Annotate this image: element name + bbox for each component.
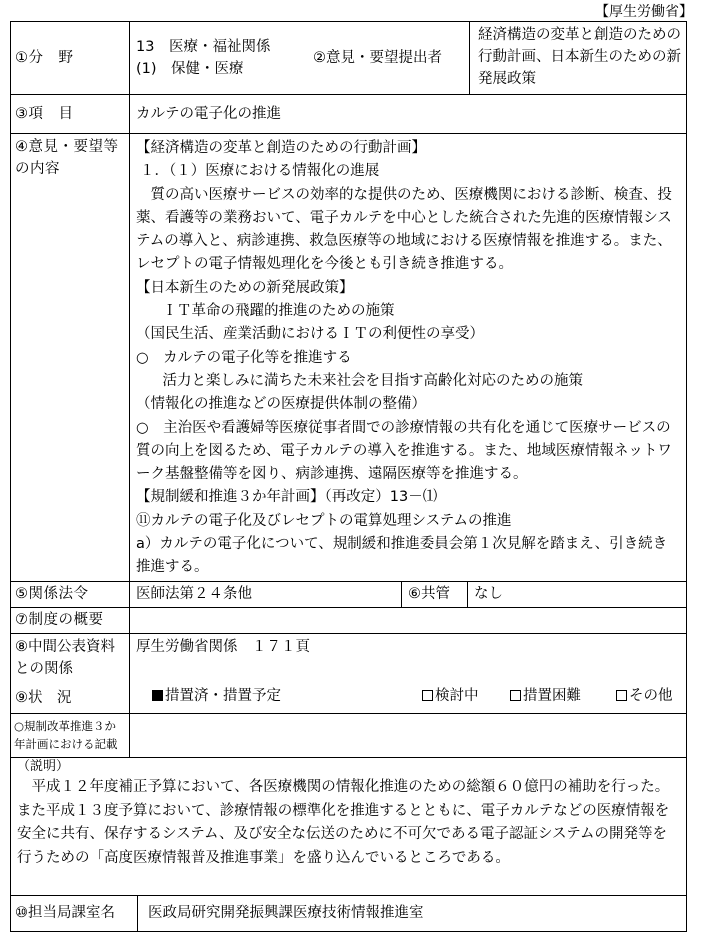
opinion-label: ④意見・要望等の内容	[15, 139, 119, 177]
row-law	[11, 581, 686, 607]
submitter-value: 経済構造の変革と創造のための行動計画、日本新生のための新発展政策	[469, 22, 686, 94]
opinion-line: 【規制緩和推進３か年計画】（再改定）13－⑴	[136, 489, 438, 506]
explanation-text: 平成１２年度補正予算において、各医療機関の情報化推進のための総額６０億円の補助を行った。また平成１３度予算において、診療情報の標準化を推進するとともに、電子カルテなどの医療情報を安全に共有、保存するシステム、及び安全な伝送のために不可欠である電子認証システムの開発等を行うための「高度医療情報普及推進事業」を盛り込んでいるところである。	[17, 779, 670, 866]
opinion-content	[129, 134, 686, 581]
field-value	[129, 22, 299, 94]
opinion-line: a）カルテの電子化について、規制緩和推進委員会第１次見解を踏まえ、引き続き推進する。	[136, 536, 668, 576]
law-label: ⑤関係法令	[15, 586, 89, 602]
status-option-difficult[interactable]	[510, 685, 581, 707]
opinion-line: ○ カルテの電子化等を推進する	[136, 349, 352, 366]
status-option-other[interactable]	[616, 685, 673, 707]
checkbox-icon	[510, 690, 521, 701]
row-deregulation-plan	[11, 713, 686, 757]
row-department	[11, 895, 686, 931]
row-field	[11, 22, 686, 94]
item-value: カルテの電子化の推進	[129, 95, 686, 133]
row-explanation	[11, 757, 686, 895]
co-jurisdiction-label: ⑥共管	[401, 582, 467, 607]
row-interim-status	[11, 633, 686, 713]
interim-label: ⑧中間公表資料との関係	[15, 639, 115, 677]
department-value: 医政局研究開発振興課医療技術情報推進室	[137, 896, 686, 931]
explanation-block	[11, 758, 686, 895]
opinion-line: 質の高い医療サービスの効率的な提供のため、医療機関における診断、検査、投薬、看護等の業務おいて、電子カルテを中心とした統合された先進的医療情報システムの導入と、病診連携、救急医療等の地域における医療情報を推進する。また、レセプトの電子情報処理化を今後とも引き続き推進する。	[136, 186, 672, 273]
status-option-label: 措置困難	[523, 688, 581, 704]
checkbox-icon	[152, 690, 163, 701]
opinion-line: （国民生活、産業活動におけるＩＴの利便性の享受）	[136, 326, 484, 343]
status-option-done[interactable]	[152, 685, 281, 707]
opinion-line: 【日本新生のための新発展政策】	[136, 279, 354, 296]
status-option-review[interactable]	[422, 685, 479, 707]
explanation-heading: （説明）	[17, 759, 70, 774]
opinion-line: １．（１）医療における情報化の進展	[140, 163, 380, 180]
opinion-line: （情報化の推進などの医療提供体制の整備）	[136, 396, 426, 413]
checkbox-icon	[422, 690, 433, 701]
field-value-line1: 13 医療・福祉関係	[136, 39, 271, 55]
co-jurisdiction-value: なし	[467, 582, 686, 607]
law-value: 医師法第２４条他	[129, 582, 401, 607]
deregulation-plan-label: ○規制改革推進３か年計画における記載	[14, 719, 118, 751]
checkbox-icon	[616, 690, 627, 701]
row-system-overview	[11, 607, 686, 633]
ministry-label: 【厚生労働省】	[595, 4, 693, 20]
interim-value: 厚生労働省関係 １７１頁	[136, 639, 310, 655]
status-option-label: 検討中	[435, 688, 479, 704]
status-option-label: その他	[629, 688, 673, 704]
item-label: ③項 目	[15, 106, 74, 122]
status-option-label: 措置済・措置予定	[165, 688, 281, 704]
status-label: ⑨状 況	[15, 690, 72, 706]
interim-status-values	[129, 634, 686, 713]
department-label: ⑩担当局課室名	[15, 905, 115, 921]
field-value-line2: (1) 保健・医療	[136, 61, 244, 77]
system-overview-label: ⑦制度の概要	[15, 612, 104, 628]
deregulation-plan-value	[129, 714, 686, 757]
opinion-line: 【経済構造の変革と創造のための行動計画】	[136, 140, 426, 156]
form-table	[10, 21, 687, 932]
field-label: ①分 野	[15, 50, 74, 66]
row-item	[11, 94, 686, 133]
row-opinion	[11, 133, 686, 581]
opinion-line: ＩＴ革命の飛躍的推進のための施策	[148, 303, 395, 320]
status-options	[130, 682, 686, 712]
system-overview-value	[129, 608, 686, 633]
submitter-label: ②意見・要望提出者	[313, 50, 442, 66]
opinion-line: ⑪カルテの電子化及びレセプトの電算処理システムの推進	[136, 512, 512, 529]
opinion-line: ○ 主治医や看護婦等医療従事者間での診療情報の共有化を通じて医療サービスの質の向上を図るため、電子カルテの導入を推進する。また、地域医療情報ネットワーク基盤整備等を図り、病診連携、遠隔医療等を推進する。	[136, 419, 672, 483]
opinion-line: 活力と楽しみに満ちた未来社会を目指す高齢化対応のための施策	[148, 372, 583, 389]
